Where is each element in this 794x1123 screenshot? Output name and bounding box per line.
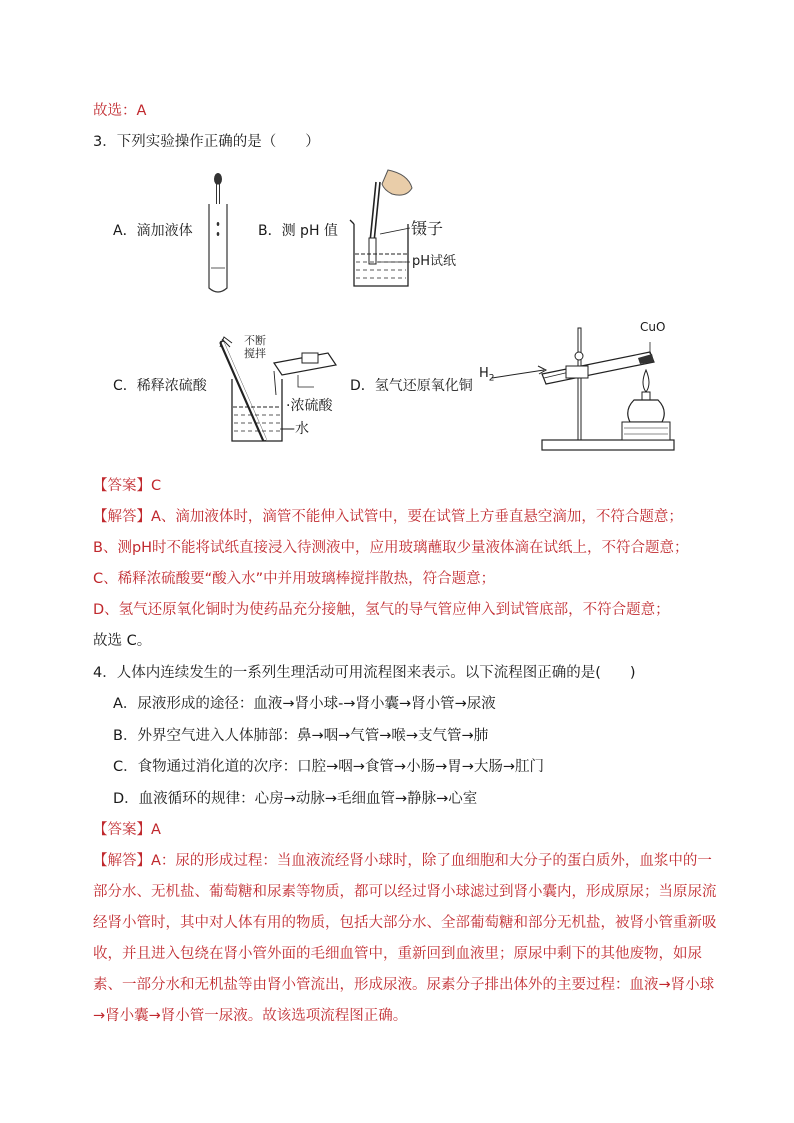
ph-paper <box>369 238 376 264</box>
clamp <box>566 366 588 378</box>
option-d-label: D．氢气还原氧化铜 <box>350 378 473 394</box>
alcohol-lamp <box>628 400 665 422</box>
ph-test-figure <box>348 168 418 290</box>
question-4-analysis-line: 经肾小管时，其中对人体有用的物质，包括大部分水、全部葡萄糖和部分无机盐，被肾小管重新吸 <box>93 915 717 931</box>
cuo-label: CuO <box>640 320 666 334</box>
option-b-label: B．测 pH 值 <box>258 223 338 239</box>
tweezers-pointer <box>380 228 410 234</box>
flame <box>643 370 649 392</box>
tweezers-label: 镊子 <box>411 219 444 238</box>
liquid <box>356 262 406 278</box>
h2-reduction-figure <box>478 318 678 456</box>
h2-text: H <box>479 366 489 381</box>
beaker <box>354 224 408 286</box>
question-3-answer: 【答案】C <box>93 478 162 494</box>
question-4-analysis-line: →肾小囊→肾小管一尿液。故该选项流程图正确。 <box>93 1008 408 1024</box>
stir-label-1: 不断 <box>244 334 266 347</box>
wood-block <box>622 422 670 440</box>
question-4-stem: 4．人体内连续发生的一系列生理活动可用流程图来表示。以下流程图正确的是( ) <box>93 665 636 681</box>
question-4-analysis-line: 素、一部分水和无机盐等由肾小管流出，形成尿液。尿素分子排出体外的主要过程：血液→肾小球 <box>93 977 715 993</box>
question-4-option-b: B．外界空气进入人体肺部：鼻→咽→气管→喉→支气管→肺 <box>113 728 489 744</box>
acid-label-text: 浓硫酸 <box>290 398 333 414</box>
water-label: —水 <box>281 421 309 437</box>
question-4-analysis-line: 【解答】A：尿的形成过程：当血液流经肾小球时，除了血细胞和大分子的蛋白质外，血浆中的一 <box>93 853 712 869</box>
question-3-analysis-line: D、氢气还原氧化铜时为使药品充分接触，氢气的导气管应伸入到试管底部，不符合题意； <box>93 602 670 618</box>
question-3-analysis-line: C、稀释浓硫酸要“酸入水”中并用玻璃棒搅拌散热，符合题意； <box>93 571 496 587</box>
h2-label <box>479 365 495 388</box>
test-tube <box>542 352 654 384</box>
stand-base <box>542 440 674 450</box>
question-3-analysis-line: B、测pH时不能将试纸直接浸入待测液中，应用玻璃蘸取少量液体滴在试纸上，不符合题意； <box>93 540 689 556</box>
h2-arrow <box>492 370 544 378</box>
question-4-option-a: A．尿液形成的途径：血液→肾小球-→肾小囊→肾小管→尿液 <box>113 696 496 712</box>
drop <box>217 232 220 236</box>
dropper-bulb <box>214 173 222 185</box>
stir-label-2: 搅拌 <box>244 347 266 360</box>
question-3-final-choice: 故选 C。 <box>93 633 152 649</box>
water-label-text: 水 <box>295 421 309 437</box>
acid-label: ·浓硫酸 <box>286 398 333 414</box>
iron-stand-rod <box>578 328 581 440</box>
h2-subscript: 2 <box>488 373 495 384</box>
hand <box>382 170 412 195</box>
question-3-analysis-line: 【解答】A、滴加液体时，滴管不能伸入试管中，要在试管上方垂直悬空滴加，不符合题意； <box>93 509 683 525</box>
question-4-analysis-line: 收，并且进入包绕在肾小管外面的毛细血管中，重新回到血液里；原尿中剩下的其他废物，如尿 <box>93 946 702 962</box>
dropper-test-tube-figure <box>200 170 236 296</box>
previous-answer: 故选：A <box>93 103 147 119</box>
question-4-option-d: D．血液循环的规律：心房→动脉→毛细血管→静脉→心室 <box>113 791 478 807</box>
option-c-label: C．稀释浓硫酸 <box>113 378 207 394</box>
option-a-label: A．滴加液体 <box>113 223 193 239</box>
ph-paper-label: pH试纸 <box>412 254 457 269</box>
bottle-label <box>302 353 318 363</box>
question-3-stem: 3．下列实验操作正确的是（ ） <box>93 134 320 150</box>
question-4-answer: 【答案】A <box>93 822 161 838</box>
beaker-spout <box>350 220 354 224</box>
acid-pointer <box>298 375 314 387</box>
question-4-analysis-line: 部分水、无机盐、葡萄糖和尿素等物质，都可以经过肾小球滤过到肾小囊内，形成原尿；当原尿流 <box>93 884 717 900</box>
clamp-screw <box>575 352 583 360</box>
test-tube <box>209 204 227 292</box>
acid-stream <box>274 371 276 395</box>
wick <box>642 392 650 400</box>
drop <box>217 222 220 226</box>
question-4-option-c: C．食物通过消化道的次序：口腔→咽→食管→小肠→胃→大肠→肛门 <box>113 759 545 775</box>
